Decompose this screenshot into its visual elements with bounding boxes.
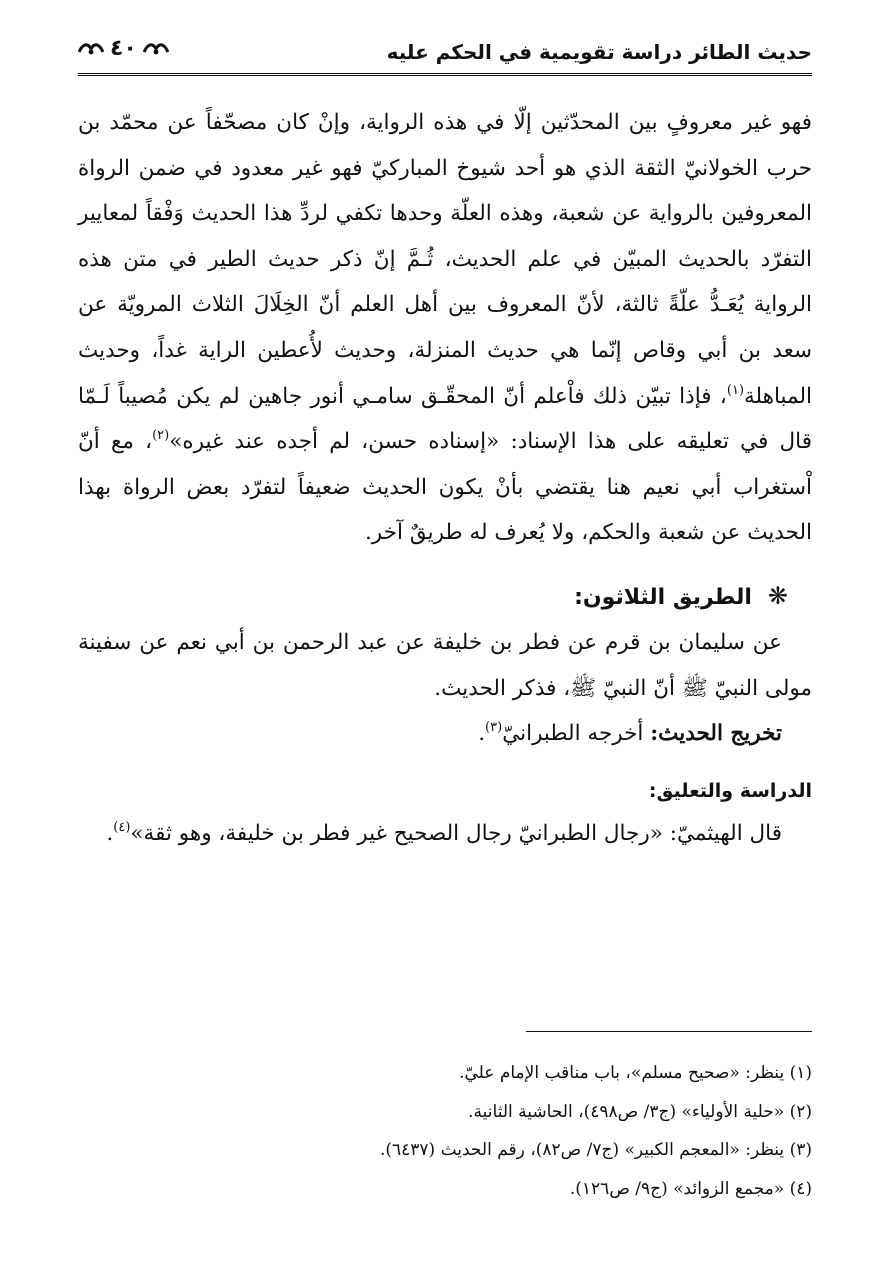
paragraph-3-end: . xyxy=(106,820,114,846)
running-header xyxy=(78,36,812,76)
ornament-right-icon xyxy=(143,42,169,56)
section-heading-text: الطريق الثلاثون: xyxy=(574,584,752,610)
paragraph-1-text-c: ، مع أنّ اْستغراب أبي نعيم هنا يقتضي بأنْ يكون الحديث ضعيفاً لتفرّد بعض الرواة بهذا الحديث عن شعبة والحكم، ولا يُعرف له طريقٌ آخر. xyxy=(78,429,812,546)
takhrij-end: . xyxy=(478,721,486,747)
paragraph-1-text: فهو غير معروفٍ بين المحدّثين إلّا في هذه الرواية، وإنْ كان مصحّفاً عن محمّد بن حرب الخولانيّ الثقة الذي هو أحد شيوخ المباركيّ فهو غير معدود في ضمن الرواة المعروفين بالرواية عن شعبة، وهذه العلّة وحدها تكفي لردِّ هذا الحديث وَفْقاً لمعايير التفرّد بالحديث المبيّن في علم الحديث، ثُـمَّ إنّ ذكر حديث الطير في متن هذه الرواية يُعَـدُّ علّةً ثالثة، لأنّ المعروف بين أهل العلم أنّ الخِلَالَ الثلاث المرويّة عن سعد بن أبي وقاص إنّما هي حديث المنزلة، وحديث لأُعطين الراية غداً، وحديث المباهلة xyxy=(78,110,812,409)
footnote-ref-1: (١) xyxy=(726,382,745,398)
footnote-rule xyxy=(526,1031,812,1032)
footnote-2: (٢) «حلية الأولياء» (ج٣/ ص٤٩٨)، الحاشية الثانية. xyxy=(468,1101,812,1122)
footnote-ref-2: (٢) xyxy=(152,428,170,444)
running-header-title: حديث الطائر دراسة تقويمية في الحكم عليه xyxy=(386,40,812,64)
paragraph-1-text-b: ، فإذا تبيّن ذلك فاْعلم أنّ المحقّـق سامـي أنور جاهين لم يكن مُصيباً لَـمّا قال في تعليقه على هذا الإسناد: «إسناده حسن، لم أجده عند غيره» xyxy=(78,383,812,455)
footnotes xyxy=(78,1054,812,1208)
footnote-3: (٣) ينظر: «المعجم الكبير» (ج٧/ ص٨٢)، رقم الحديث (٦٤٣٧). xyxy=(379,1140,812,1160)
paragraph-3-text: قال الهيثميّ: «رجال الطبرانيّ رجال الصحيح غير فطر بن خليفة، وهو ثقة» xyxy=(130,820,782,846)
takhrij-line xyxy=(78,711,812,757)
star-icon: ❋ xyxy=(767,581,788,610)
study-heading: الدراسة والتعليق: xyxy=(648,779,812,802)
section-heading xyxy=(78,574,812,620)
page-number-group xyxy=(78,36,169,61)
takhrij-label: تخريج الحديث: xyxy=(650,721,782,747)
page-number: ٤٠ xyxy=(110,36,137,61)
footnote-ref-3: (٣) xyxy=(485,720,503,736)
ornament-left-icon xyxy=(78,42,104,56)
paragraph-2: عن سليمان بن قرم عن فطر بن خليفة عن عبد الرحمن بن أبي نعم عن سفينة مولى النبيّ ﷺ أنّ النبيّ ﷺ، فذكر الحديث. xyxy=(78,629,812,701)
footnote-1: (١) ينظر: «صحيح مسلم»، باب مناقب الإمام عليّ. xyxy=(459,1063,812,1083)
paragraph-1 xyxy=(78,100,812,556)
takhrij-text: أخرجه الطبرانيّ xyxy=(502,721,651,747)
paragraph-3 xyxy=(78,811,812,857)
footnote-4: (٤) «مجمع الزوائد» (ج٩/ ص١٢٦). xyxy=(569,1178,812,1199)
footnote-ref-4: (٤) xyxy=(113,819,131,835)
main-text xyxy=(78,100,812,856)
header-rule xyxy=(78,73,812,76)
